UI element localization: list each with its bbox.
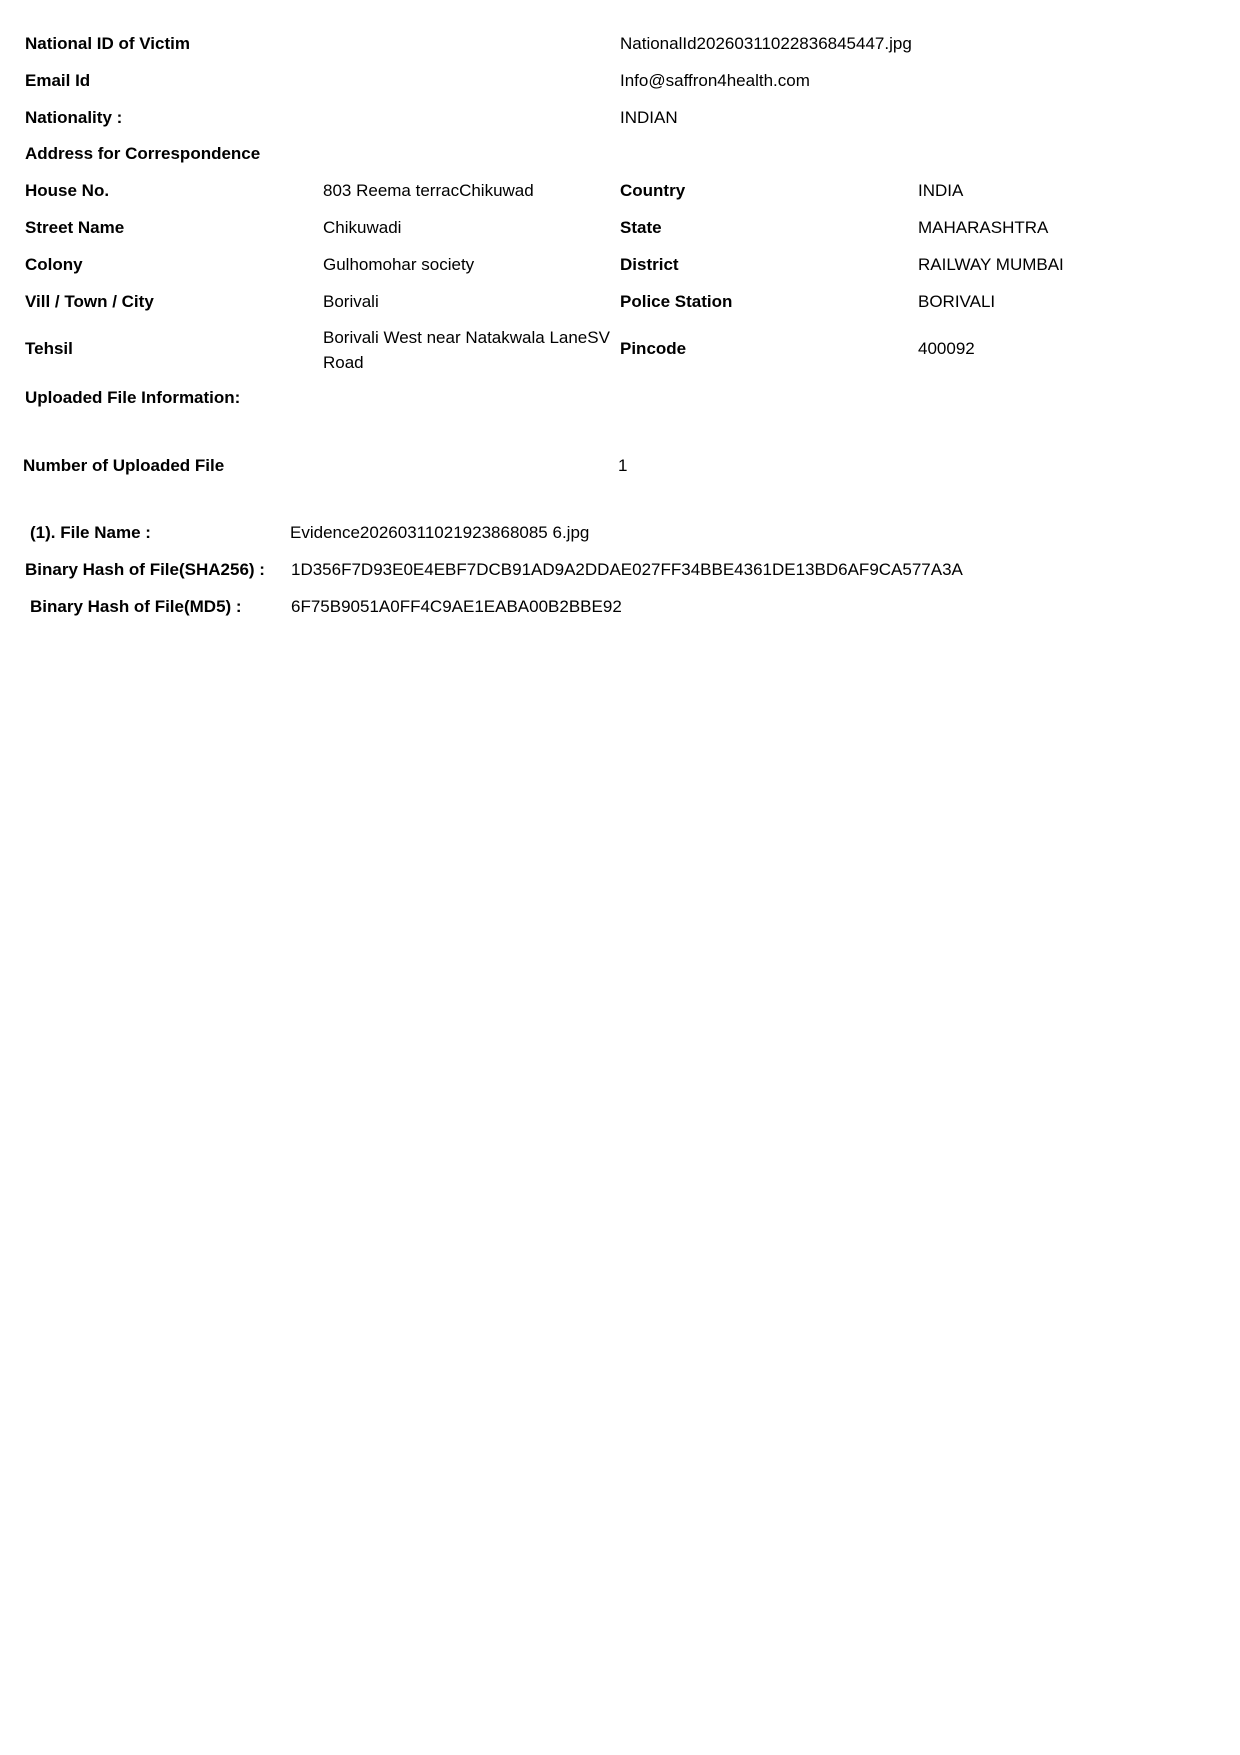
- field-label: Email Id: [25, 71, 91, 90]
- address-value: Gulhomohar society: [323, 255, 475, 274]
- uploaded-count-label: Number of Uploaded File: [23, 456, 225, 475]
- address-value: INDIA: [918, 181, 964, 200]
- address-value: Borivali: [323, 292, 379, 311]
- address-label: House No.: [25, 181, 110, 200]
- file-sha-value: 1D356F7D93E0E4EBF7DCB91AD9A2DDAE027FF34BBE4361DE13BD6AF9CA577A3A: [291, 560, 963, 579]
- field-value: Info@saffron4health.com: [620, 71, 810, 90]
- address-value: RAILWAY MUMBAI: [918, 255, 1064, 274]
- field-value: NationalId20260311022836845447.jpg: [620, 34, 912, 53]
- address-value: Borivali West near Natakwala LaneSV Road: [323, 328, 610, 372]
- file-md5-label: Binary Hash of File(MD5) :: [30, 597, 242, 616]
- field-label: Nationality :: [25, 108, 123, 127]
- address-label: Pincode: [620, 339, 687, 358]
- field-value: INDIAN: [620, 108, 678, 127]
- address-label: Vill / Town / City: [25, 292, 154, 311]
- address-label: Street Name: [25, 218, 125, 237]
- address-value: BORIVALI: [918, 292, 996, 311]
- address-label: District: [620, 255, 679, 274]
- address-label: Country: [620, 181, 686, 200]
- address-heading: Address for Correspondence: [25, 144, 261, 163]
- address-label: Colony: [25, 255, 83, 274]
- file-name-label: (1). File Name :: [30, 523, 151, 542]
- file-sha-label: Binary Hash of File(SHA256) :: [25, 560, 265, 579]
- address-value: MAHARASHTRA: [918, 218, 1049, 237]
- address-label: Tehsil: [25, 339, 73, 358]
- address-value: 803 Reema terracChikuwad: [323, 181, 534, 200]
- address-value: 400092: [918, 339, 975, 358]
- address-label: State: [620, 218, 662, 237]
- field-label: National ID of Victim: [25, 34, 190, 53]
- uploaded-heading: Uploaded File Information:: [25, 388, 241, 407]
- file-md5-value: 6F75B9051A0FF4C9AE1EABA00B2BBE92: [291, 597, 622, 616]
- address-label: Police Station: [620, 292, 733, 311]
- file-name-value: Evidence20260311021923868085 6.jpg: [290, 523, 590, 542]
- uploaded-count-value: 1: [618, 456, 628, 475]
- address-value: Chikuwadi: [323, 218, 402, 237]
